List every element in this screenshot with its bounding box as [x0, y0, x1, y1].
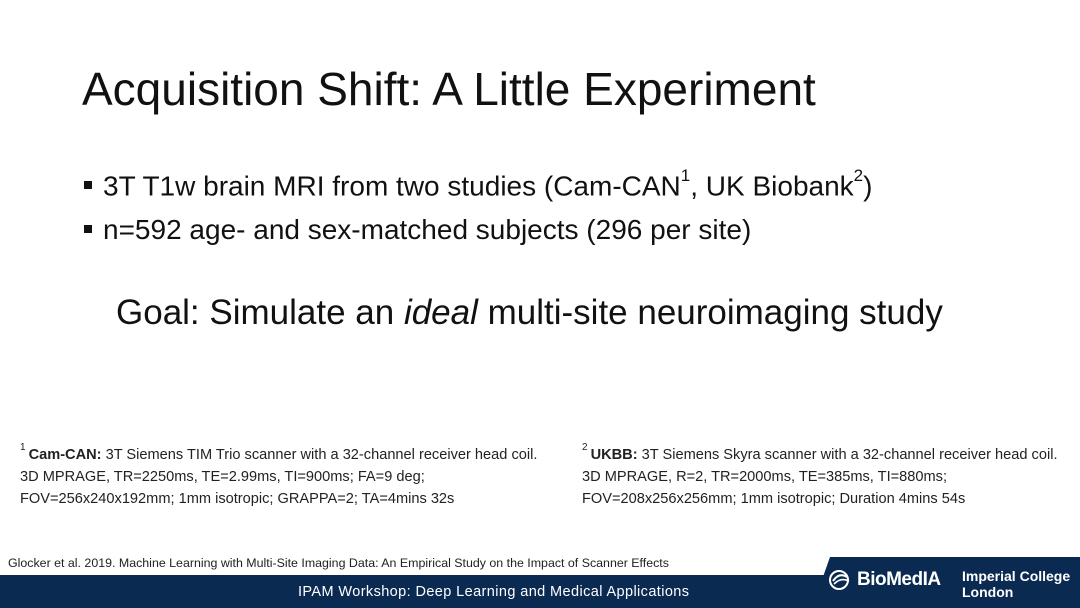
bullet-square-icon — [84, 225, 92, 233]
goal-emphasis: ideal — [403, 293, 478, 332]
slide-title: Acquisition Shift: A Little Experiment — [82, 63, 816, 115]
biomedia-logo-icon — [828, 569, 854, 591]
footnote-camcan: $^1$ Cam-CAN: 3T Siemens TIM Trio scanner with a 32-channel receiver head coil. 3D MPRAGE, TR=2250ms, TE=2.99ms, TI=900ms; FA=9 deg; FOV=256x240x192mm; 1mm isotropic; GRAPPA=2; TA=4mins 32s — [20, 442, 538, 507]
footnote-ukbb: $^2$ UKBB: 3T Siemens Skyra scanner with a 32-channel receiver head coil. 3D MPRAGE, R=2, TR=2000ms, TE=385ms, TI=880ms; FOV=208x256x256mm; 1mm isotropic; Duration 4mins 54s — [582, 442, 1058, 507]
footnote-ref-2: 2 — [853, 165, 864, 185]
biomedia-logo: BioMedIA — [828, 569, 941, 591]
bullet-item — [84, 164, 872, 208]
goal-statement: Goal: Simulate an ideal multi-site neuroimaging study — [116, 293, 943, 332]
imperial-college-logo: Imperial College London — [962, 568, 1071, 600]
bullet-list — [84, 164, 872, 252]
workshop-label: IPAM Workshop: Deep Learning and Medical Applications — [298, 584, 690, 600]
footnote-ref-1: 1 — [680, 165, 691, 185]
bullet-square-icon — [84, 181, 92, 189]
bullet-text: n=592 age- and sex-matched subjects (296 per site) — [103, 214, 752, 245]
citation: Glocker et al. 2019. Machine Learning with Multi-Site Imaging Data: An Empirical Study on the Impact of Scanner Effects — [8, 556, 669, 570]
bullet-item — [84, 208, 872, 252]
bullet-text: 3T T1w brain MRI from two studies (Cam-CAN$^1$, UK Biobank$^2$) — [103, 165, 873, 202]
